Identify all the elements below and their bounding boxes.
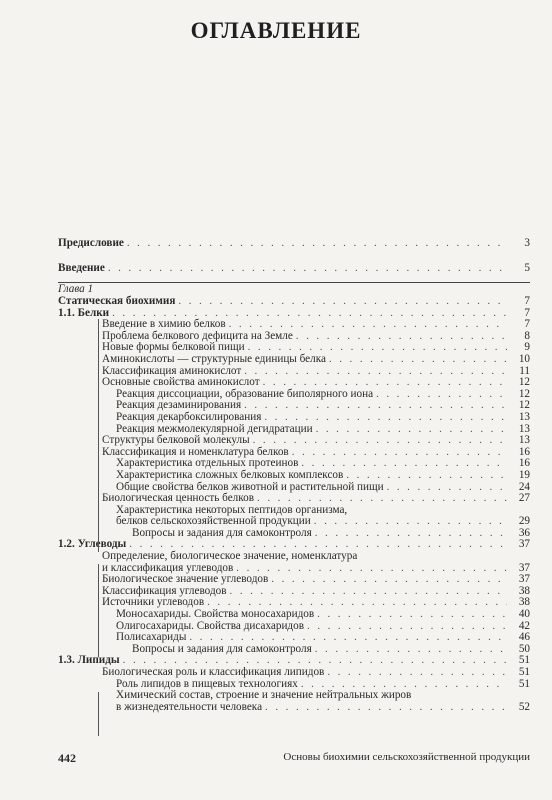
toc-entry-page: 52 [518,700,530,713]
footer-page-number: 442 [58,751,76,765]
toc-entry-label: Вопросы и задания для самоконтроля [132,526,312,539]
toc-entry-label: в жизнедеятельности человека [116,700,263,713]
toc-entry-page: 51 [518,666,530,678]
toc-entry-label: Реакция декарбоксилирования [116,410,262,423]
dot-leader [327,667,507,679]
dot-leader [315,644,507,656]
toc-intro[interactable] [58,263,530,275]
dot-leader [329,354,507,366]
footer-book-title: Основы биохимии сельскохозяйственной продукции [283,751,530,763]
toc-entry-page: 37 [518,538,530,551]
page-footer [58,751,530,766]
toc-entry-page: 46 [518,631,530,644]
toc-entry[interactable] [58,493,530,505]
toc-entry-page: 8 [524,329,530,342]
toc-entry-label: Полисахариды [116,631,187,644]
dot-leader [257,493,507,505]
toc-entry-page: 50 [518,642,530,655]
dot-leader [253,435,507,447]
toc-entry-label: 1.3. Липиды [58,654,120,667]
toc-entry-page: 13 [518,434,530,447]
toc-entry-page: 12 [518,376,530,389]
toc-entry-page: 7 [524,306,530,319]
toc-entry-label: Олигосахариды. Свойства дисахаридов [116,619,305,632]
dot-leader [230,586,507,598]
dot-leader [244,400,507,412]
toc-entry-page: 7 [524,318,530,331]
toc-entry-page: 12 [518,387,530,400]
dot-leader [264,412,507,424]
toc-entry-page: 37 [518,573,530,586]
toc-entry-label: Определение, биологическое значение, номенклатура [102,550,358,563]
toc-entry[interactable] [58,354,530,366]
toc-entry-label: Характеристика сложных белковых комплексов [116,468,344,481]
toc-entry-page: 9 [524,341,530,354]
toc-entry-label: Новые формы белковой пищи [102,341,245,354]
chapter-label: Глава 1 [58,283,94,295]
toc-entry-label: Биологическое значение углеводов [102,573,269,586]
dot-leader [263,377,507,389]
toc-entry-label: Введение в химию белков [102,318,226,331]
toc-entry-label: Статическая биохимия [58,295,176,307]
toc-entry-label: Введение [58,262,105,274]
toc-entry-page: 5 [524,262,530,274]
toc-entry-page: 24 [518,480,530,493]
dot-leader [271,574,507,586]
toc-entry-label: Общие свойства белков животной и растительной пищи [116,480,384,493]
toc-entry-page: 40 [518,608,530,621]
dot-leader [376,389,507,401]
toc-entry-label: Биологическая ценность белков [102,492,255,505]
dot-leader [236,563,507,575]
toc-entry-label: и классификация углеводов [102,561,234,574]
toc-entry-page: 36 [518,526,530,539]
toc-entry-label: Реакция межмолекулярной дегидратации [116,422,313,435]
toc-entry-label: Биологическая роль и классификация липидов [102,666,325,678]
toc-entry-page: 3 [524,237,530,249]
dot-leader [108,263,507,275]
page-title: ОГЛАВЛЕНИЕ [190,18,362,43]
toc-entry-page: 38 [518,596,530,609]
toc-entry[interactable] [58,702,530,714]
section-bracket-line [98,319,99,552]
toc-entry[interactable] [58,644,530,656]
toc-entry[interactable] [58,412,530,424]
section-bracket-line [98,564,99,657]
toc-entry-page: 13 [518,422,530,435]
toc-entry-label: Классификация углеводов [102,584,227,597]
chapter-rule [58,282,530,283]
chapter-entries [58,296,530,713]
toc-entry-label: 1.1. Белки [58,306,110,319]
toc-entry-label: Вопросы и задания для самоконтроля [132,642,312,655]
toc-preface[interactable] [58,238,530,250]
toc-entry-label: Роль липидов в пищевых технологиях [116,677,298,690]
toc-entry[interactable] [58,435,530,447]
toc-entry-page: 7 [524,295,530,307]
dot-leader [307,621,507,633]
dot-leader [387,482,507,494]
toc-entry[interactable] [58,296,530,308]
dot-leader [178,296,507,308]
toc-entry-label: Предисловие [58,237,124,249]
dot-leader [244,366,507,378]
dot-leader [316,424,507,436]
toc-entry-label: Характеристика отдельных протеинов [116,457,299,470]
toc-entry[interactable] [58,470,530,482]
toc-entry-label: Аминокислоты — структурные единицы белка [102,352,326,365]
toc-entry-page: 29 [518,515,530,528]
toc-entry-label: Реакция дезаминирования [116,399,242,412]
toc-entry-page: 16 [518,445,530,458]
toc-entry[interactable] [58,667,530,679]
toc-entry-page: 42 [518,619,530,632]
dot-leader [292,447,507,459]
toc-entry[interactable] [58,377,530,389]
dot-leader [314,516,507,528]
dot-leader [315,528,507,540]
toc-entry[interactable] [58,551,530,563]
toc-entry-label: Моносахариды. Свойства моносахаридов [116,608,315,621]
section-bracket-line [98,692,99,736]
dot-leader [265,702,507,714]
toc-entry-label: 1.2. Углеводы [58,538,127,551]
toc-entry[interactable] [58,528,530,540]
toc-entry-page: 10 [518,352,530,365]
dot-leader [296,331,507,343]
dot-leader [346,470,507,482]
toc-entry-page: 13 [518,410,530,423]
toc-entry-label: Химический состав, строение и значение нейтральных жиров [116,689,412,702]
toc-entry-label: Проблема белкового дефицита на Земле [102,329,293,342]
toc-entry-label: белков сельскохозяйственной продукции [116,515,311,528]
toc-entry-label: Реакция диссоциации, образование биполярного иона [116,387,374,400]
toc-entry-page: 11 [519,364,530,377]
toc-entry-label: Источники углеводов [102,596,205,609]
toc-entry-page: 38 [518,584,530,597]
toc-entry-label: Классификация и номенклатура белков [102,445,289,458]
dot-leader [317,609,507,621]
toc-entry-label: Основные свойства аминокислот [102,376,260,389]
toc-entry[interactable] [58,609,530,621]
toc-entry-page: 16 [518,457,530,470]
toc-entry-page: 51 [518,677,530,690]
toc-entry-page: 27 [518,492,530,505]
toc-entry-page: 19 [518,468,530,481]
toc-entry-page: 51 [518,654,530,667]
toc-entry-page: 37 [518,561,530,574]
toc-entry-label: Структуры белковой молекулы [102,434,250,447]
toc-entry-label: Классификация аминокислот [102,364,242,377]
dot-leader [127,238,507,250]
toc-entry-page: 12 [518,399,530,412]
toc-entry-label: Характеристика некоторых пептидов организма, [116,503,348,516]
